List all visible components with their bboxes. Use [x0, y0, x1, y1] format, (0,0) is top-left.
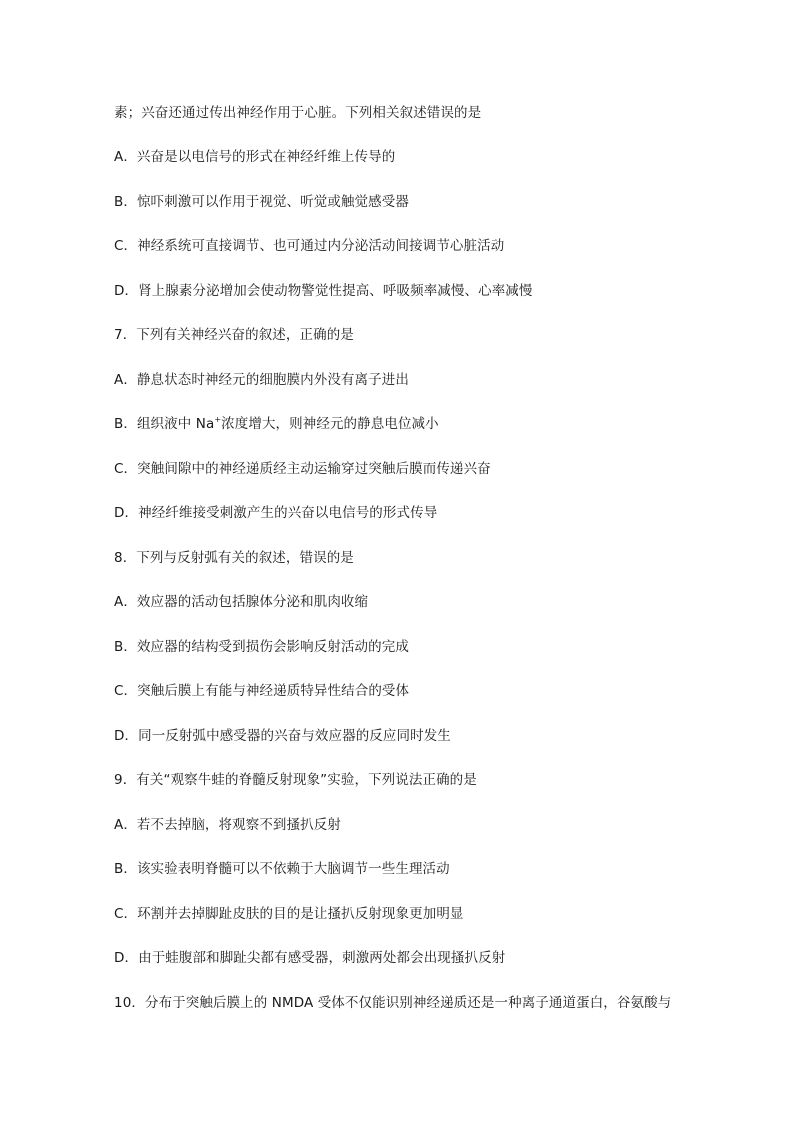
question-10-stem: 10．分布于突触后膜上的 NMDA 受体不仅能识别神经递质还是一种离子通道蛋白，谷氨酸与 — [114, 995, 672, 1011]
question-7-option-d: D．神经纤维接受刺激产生的兴奋以电信号的形式传导 — [114, 505, 438, 521]
question-6-option-b: B．惊吓刺激可以作用于视觉、听觉或触觉感受器 — [114, 194, 409, 210]
question-8-option-a: A．效应器的活动包括腺体分泌和肌肉收缩 — [114, 594, 369, 610]
question-6-option-c: C．神经系统可直接调节、也可通过内分泌活动间接调节心脏活动 — [114, 238, 505, 254]
question-9-option-a: A．若不去掉脑，将观察不到搔扒反射 — [114, 817, 341, 833]
question-9-option-d: D．由于蛙腹部和脚趾尖都有感受器，刺激两处都会出现搔扒反射 — [114, 950, 506, 966]
question-6-option-a: A．兴奋是以电信号的形式在神经纤维上传导的 — [114, 149, 396, 165]
question-7-option-a: A．静息状态时神经元的细胞膜内外没有离子进出 — [114, 372, 409, 388]
question-7-option-b — [114, 414, 439, 434]
question-9-option-b: B．该实验表明脊髓可以不依赖于大脑调节一些生理活动 — [114, 861, 450, 877]
question-7-stem: 7．下列有关神经兴奋的叙述，正确的是 — [114, 327, 354, 343]
option-b-text-after: 浓度增大，则神经元的静息电位减小 — [221, 416, 439, 432]
sodium-superscript: + — [214, 415, 222, 424]
question-6-option-d: D．肾上腺素分泌增加会使动物警觉性提高、呼吸频率减慢、心率减慢 — [114, 283, 533, 299]
option-b-text-before: B．组织液中 Na — [114, 416, 215, 432]
question-9-stem: 9．有关“观察牛蛙的脊髓反射现象”实验，下列说法正确的是 — [114, 772, 477, 788]
question-9-option-c: C．环割并去掉脚趾皮肤的目的是让搔扒反射现象更加明显 — [114, 906, 464, 922]
question-8-option-b: B．效应器的结构受到损伤会影响反射活动的完成 — [114, 639, 409, 655]
question-8-option-c: C．突触后膜上有能与神经递质特异性结合的受体 — [114, 683, 410, 699]
question-7-option-c: C．突触间隙中的神经递质经主动运输穿过突触后膜而传递兴奋 — [114, 461, 491, 477]
question-8-option-d: D．同一反射弧中感受器的兴奋与效应器的反应同时发生 — [114, 728, 451, 744]
question-8-stem: 8．下列与反射弧有关的叙述，错误的是 — [114, 550, 354, 566]
question-6-stem-continuation: 素；兴奋还通过传出神经作用于心脏。下列相关叙述错误的是 — [114, 105, 482, 121]
